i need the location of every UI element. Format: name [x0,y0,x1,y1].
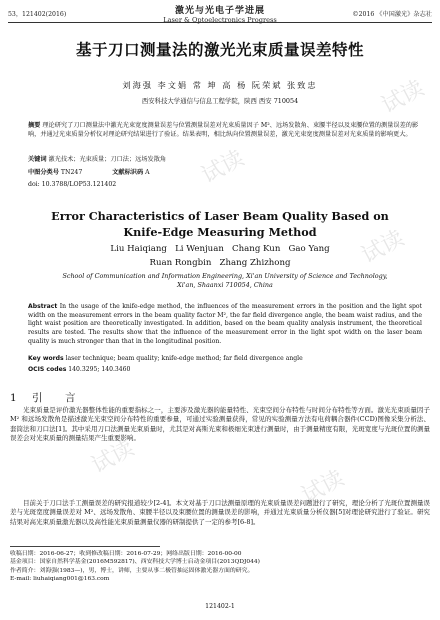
watermark: 试读 [357,225,409,269]
abstract-text-cn: 理论研究了刀口测量法中激光光束宽度测量误差与位置测量误差对光束质量因子 M²、远场发散角、束腰半径以及束腰位置的测量误差的影响，并通过光束质量分析仪对理论研究结果进行了验证。结果表明，相比纵向位置测量误差，激光光束宽度测量误差对光束质量的影响更大。 [28,122,419,138]
body-paragraph: 光束质量是评价激光器整体性能的重要指标之一，主要涉及激光器的能量特性、光束空间分布特性与时间分布特性等方面。激光光束质量因子 M² 和远场发散角是描述激光光束空间分布特性的重要参量，可通过实验测量获得，常见的实验测量方法有电荷耦合器件(CCD)图像采集分析法、套筒法和刀口法[1]。其中采用刀口法测量光束质量时，尤其是对高斯光束和极细光束进行测量时，由于测量精度有限，光斑宽度与光斑位置的测量误差会对光束质量的测量结果产生重要影响。 [10,406,430,442]
abstract-cn [28,122,422,139]
header-rule [8,22,432,23]
footnote-rule [10,546,160,547]
journal-name-en: Laser & Optoelectronics Progress [163,16,277,24]
authors-en-line: Liu Haiqiang Li Wenjuan Chang Kun Gao Yang [110,244,330,254]
keywords-en [28,355,422,362]
watermark: 试读 [197,145,249,189]
ocis-codes [28,366,422,373]
ocis-value: 140.3295; 140.3460 [68,366,131,373]
journal-name-cn: 激光与光电子学进展 [174,6,265,16]
doi: doi: 10.3788/LOP53.121402 [28,181,117,188]
abstract-text-en: In the usage of the knife-edge method, the influences of the measurement errors in the position and the light spot width on the measurement errors in the beam quality factor M², the far field divergence angle, the beam waist radius, and the light waist position are theoretically investigated. In addition, based on the beam quality analysis instrument, the theoretical results are tested. The results show that the influence of the measurement error in the light spot width on the laser beam quality is much stronger than that in the longitudinal position. [28,303,422,345]
affiliation-cn: 西安科技大学通信与信息工程学院，陕西 西安 710054 [141,97,299,105]
paper-title-en [0,208,440,240]
abstract-en [28,303,422,347]
authors-cn: 刘海强 李文娟 常 坤 高 杨 阮荣斌 张致忠 [122,80,318,90]
received-dates: 收稿日期：2016-06-27；收到修改稿日期：2016-07-29；网络出版日期：2016-00-00 [10,551,242,557]
section-title: 引 言 [32,392,82,404]
affiliation-en-line: School of Communication and Information Engineering, Xi'an University of Science and Technology, [62,272,388,280]
keywords-text-en: laser technique; beam quality; knife-edge method; far field divergence angle [65,355,303,362]
doc-code-label: 文献标识码 [112,169,144,176]
watermark: 试读 [87,435,139,479]
paper-title-cn: 基于刀口测量法的激光光束质量误差特性 [75,41,364,59]
footnotes [10,550,430,583]
page-number: 121402-1 [205,603,235,610]
authors-en-line: Ruan Rongbin Zhang Zhizhong [149,258,291,268]
paper-title-en-line: Error Characteristics of Laser Beam Quality Based on [51,209,389,223]
section-number: 1 [10,392,23,404]
watermark: 试读 [377,75,429,119]
copyright: ©2016 《中国激光》杂志社 [352,11,432,18]
clc-value: TN247 [60,169,83,176]
funding-note: 基金项目：国家自然科学基金(2016M592817)、西安科技大学博士启动金项目(2013QDJ044) [10,559,260,566]
affiliation-en-line: Xi'an, Shaanxi 710054, China [177,281,273,289]
paper-title-en-line: Knife-Edge Measuring Method [123,225,317,239]
affiliation-en [34,272,416,290]
section-heading [10,390,82,405]
keywords-text-cn: 激光技术；光束质量；刀口法；远场发散角 [48,156,167,163]
doc-code-value: A [145,169,150,176]
abstract-label-en: Abstract [28,303,58,310]
keywords-label-en: Key words [28,355,64,362]
volume-info: 53，121402(2016) [8,11,67,18]
ocis-label: OCIS codes [28,366,67,373]
clc-label: 中图分类号 [28,169,59,176]
body-paragraph: 目前关于刀口法手工测量误差的研究报道较少[2-4]。本文对基于刀口法测量原理的光束质量误差问题进行了研究，理论分析了光斑位置测量误差与光斑宽度测量误差对 M²、远场发散角、束腰半径以及束腰位置的测量误差的影响，并通过光束质量分析仪器[5]对理论研究进行了验证。研究结果对高光束质量激光器以及高性能光束质量测量仪器的研制提供了一定的参考[6-8]。 [10,499,430,526]
keywords-label-cn: 关键词 [28,156,47,163]
watermark: 试读 [297,465,349,509]
authors-en [0,242,440,270]
author-bio: 作者简介：刘海强(1983—)，男，博士，讲师，主要从事二极管抽运固体激光器方面的研究。 [10,567,254,574]
classification [28,169,422,178]
author-email: E-mail: liuhaiqiang001@163.com [10,575,110,582]
abstract-label-cn: 摘要 [28,122,41,129]
keywords-cn [28,156,422,165]
running-head [8,3,432,24]
